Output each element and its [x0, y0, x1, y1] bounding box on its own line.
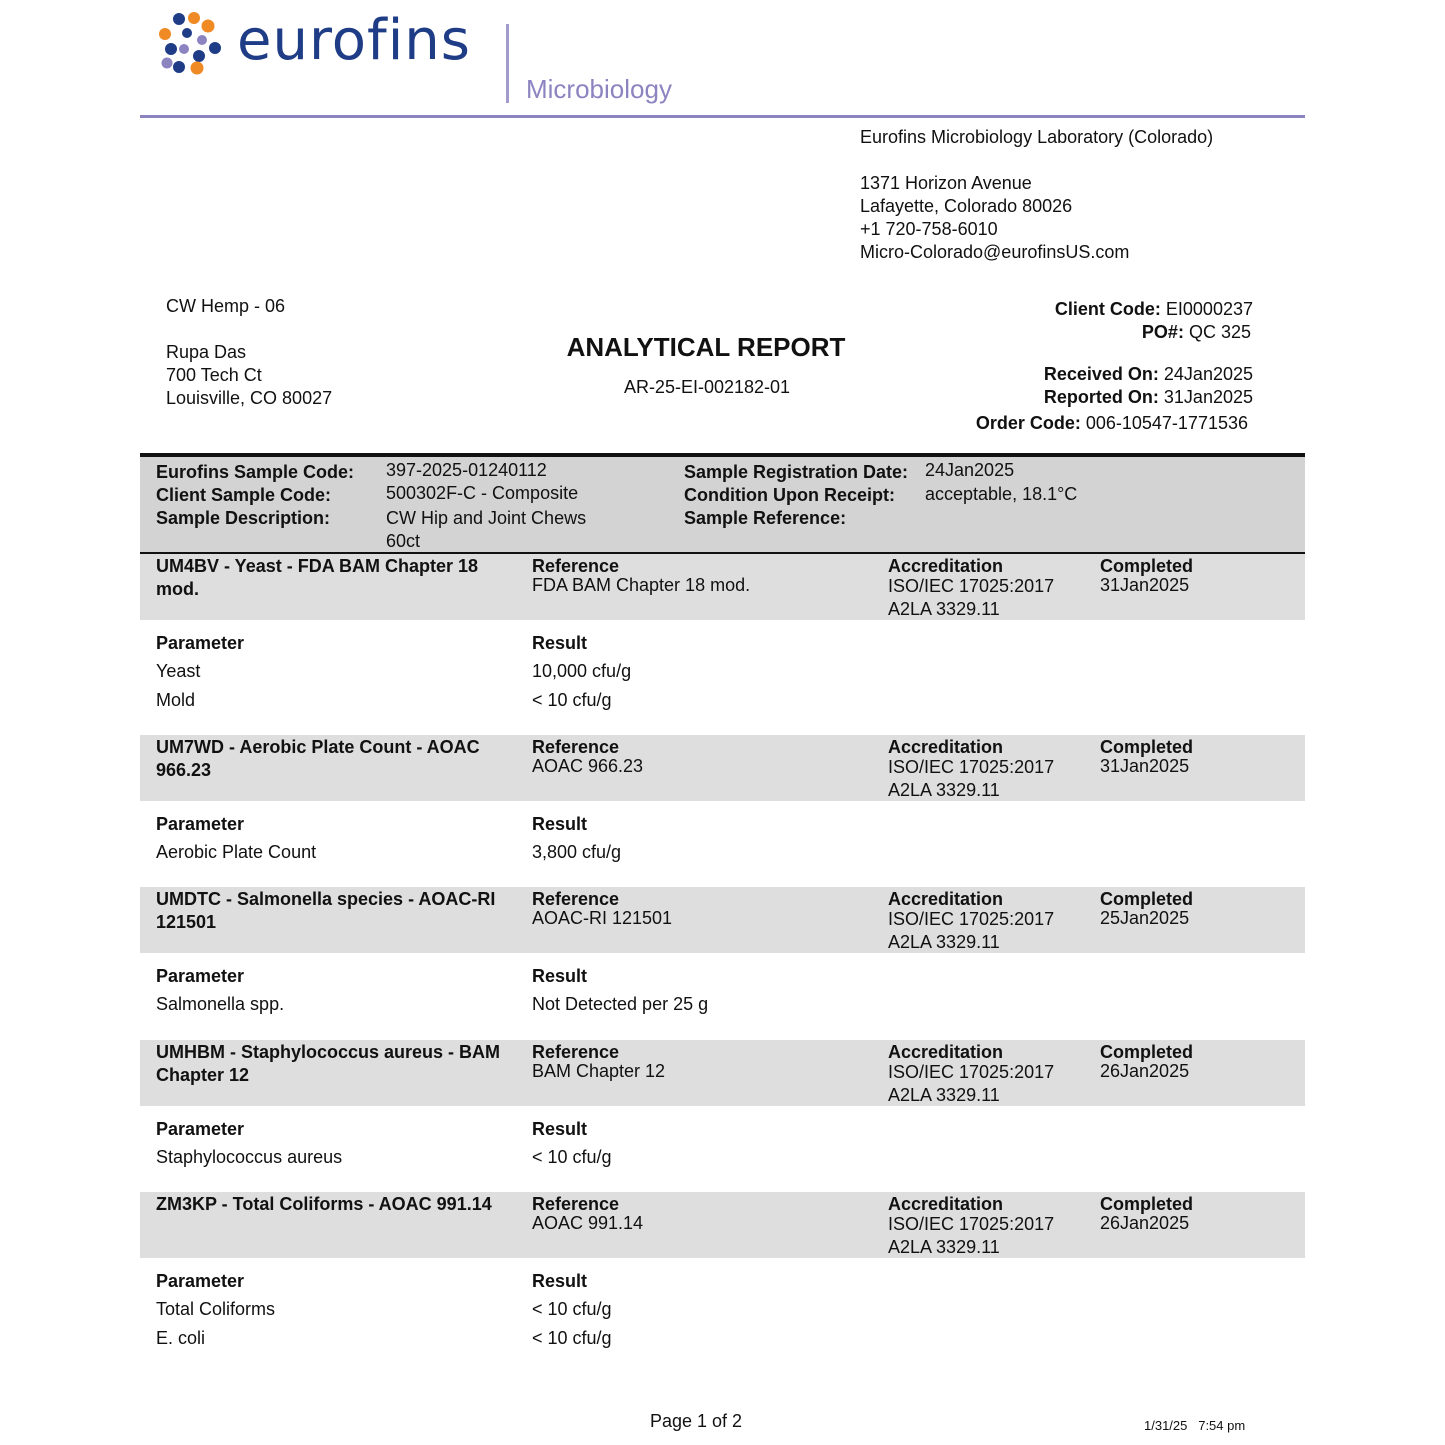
completed-label: Completed: [1100, 889, 1194, 909]
accreditation-label: Accreditation: [888, 556, 1004, 576]
test-title-cont: Chapter 12: [156, 1065, 250, 1085]
parameter-header: Parameter: [156, 814, 245, 834]
accreditation-standard: ISO/IEC 17025:2017: [888, 1062, 1055, 1082]
client-sample-name: CW Hemp - 06: [166, 296, 286, 316]
order-code: 006-10547-1771536: [1085, 413, 1248, 433]
accreditation-standard: ISO/IEC 17025:2017: [888, 909, 1055, 929]
codes-block: [1044, 298, 1253, 409]
accreditation-number: A2LA 3329.11: [888, 599, 1000, 619]
sample-description: CW Hip and Joint Chews: [386, 508, 587, 528]
logo-dots-icon: [157, 12, 223, 75]
accreditation-number: A2LA 3329.11: [888, 1237, 1000, 1257]
lab-street: 1371 Horizon Avenue: [860, 173, 1032, 193]
print-timestamp: 1/31/25 7:54 pm: [1144, 1418, 1246, 1433]
lab-phone: +1 720-758-6010: [860, 219, 998, 239]
header-rule: [140, 115, 1305, 118]
accreditation-label: Accreditation: [888, 1042, 1004, 1062]
parameter-header: Parameter: [156, 633, 245, 653]
accreditation-standard: ISO/IEC 17025:2017: [888, 1214, 1055, 1234]
parameter-name: Total Coliforms: [156, 1299, 276, 1319]
registration-date: 24Jan2025: [925, 460, 1015, 480]
result-value: Not Detected per 25 g: [532, 994, 709, 1014]
client-street: 700 Tech Ct: [166, 365, 262, 385]
completed-label: Completed: [1100, 556, 1194, 576]
sample-description-label: Sample Description:: [156, 508, 331, 528]
eurofins-logo: [157, 8, 479, 75]
completed-label: Completed: [1100, 737, 1194, 757]
received-row: Received On: 24Jan2025: [1043, 364, 1253, 384]
client-sample-code: 500302F-C - Composite: [386, 483, 579, 503]
sample-labels-left: [156, 461, 354, 530]
lab-email: Micro-Colorado@eurofinsUS.com: [860, 242, 1130, 262]
result-header: Result: [532, 1119, 588, 1139]
result-value: < 10 cfu/g: [532, 1299, 612, 1319]
received-date: 24Jan2025: [1163, 364, 1253, 384]
result-header: Result: [532, 1271, 588, 1291]
parameter-header: Parameter: [156, 1271, 245, 1291]
parameter-name: E. coli: [156, 1328, 206, 1348]
eurofins-sample-code: 397-2025-01240112: [386, 460, 547, 480]
sample-values-left: [386, 459, 586, 553]
parameter-header: Parameter: [156, 1119, 245, 1139]
reference-label: Reference: [532, 889, 620, 909]
accreditation-standard: ISO/IEC 17025:2017: [888, 576, 1055, 596]
reference-label: Reference: [532, 1194, 620, 1214]
sample-labels-right: [684, 461, 908, 530]
client-contact: Rupa Das: [166, 342, 247, 362]
result-value: < 10 cfu/g: [532, 1328, 612, 1348]
lab-city: Lafayette, Colorado 80026: [860, 196, 1073, 216]
logo-divider: [506, 24, 509, 103]
completed-date: 31Jan2025: [1100, 575, 1190, 595]
client-code: EI0000237: [1165, 299, 1253, 319]
logo-wordmark: eurofins: [237, 8, 471, 73]
result-value: < 10 cfu/g: [532, 690, 612, 710]
client-city: Louisville, CO 80027: [166, 388, 333, 408]
reference-label: Reference: [532, 737, 620, 757]
accreditation-number: A2LA 3329.11: [888, 1085, 1000, 1105]
test-title: UM7WD - Aerobic Plate Count - AOAC: [156, 737, 480, 757]
test-title: UMDTC - Salmonella species - AOAC-RI: [156, 889, 496, 909]
reported-date: 31Jan2025: [1163, 387, 1253, 407]
registration-date-label: Sample Registration Date:: [684, 462, 909, 482]
result-value: < 10 cfu/g: [532, 1147, 612, 1167]
result-header: Result: [532, 966, 588, 986]
client-sample-code-label: Client Sample Code:: [156, 485, 332, 505]
result-header: Result: [532, 814, 588, 834]
completed-date: 25Jan2025: [1100, 908, 1190, 928]
accreditation-number: A2LA 3329.11: [888, 780, 1000, 800]
lab-address: [860, 126, 1213, 264]
reference-label: Reference: [532, 1042, 620, 1062]
client-address: [166, 295, 332, 410]
sample-description-cont: 60ct: [386, 531, 421, 551]
sample-reference-label: Sample Reference:: [684, 508, 847, 528]
completed-label: Completed: [1100, 1042, 1194, 1062]
result-value: 10,000 cfu/g: [532, 661, 632, 681]
accreditation-label: Accreditation: [888, 1194, 1004, 1214]
client-code-row: Client Code: EI0000237: [1054, 299, 1253, 319]
accreditation-standard: ISO/IEC 17025:2017: [888, 757, 1055, 777]
po-number: QC 325: [1188, 322, 1251, 342]
page-number: Page 1 of 2: [649, 1411, 743, 1431]
condition-label: Condition Upon Receipt:: [684, 485, 895, 505]
completed-date: 31Jan2025: [1100, 756, 1190, 776]
report-number: AR-25-EI-002182-01: [623, 377, 791, 397]
test-title-cont: mod.: [156, 579, 199, 599]
order-row: Order Code: 006-10547-1771536: [975, 413, 1248, 433]
parameter-name: Mold: [156, 690, 196, 710]
reported-row: Reported On: 31Jan2025: [1043, 387, 1253, 407]
test-title: ZM3KP - Total Coliforms - AOAC 991.14: [156, 1194, 492, 1214]
lab-name: Eurofins Microbiology Laboratory (Colorado): [860, 127, 1214, 147]
test-reference: AOAC 966.23: [532, 756, 644, 776]
reference-label: Reference: [532, 556, 620, 576]
result-value: 3,800 cfu/g: [532, 842, 622, 862]
completed-date: 26Jan2025: [1100, 1061, 1190, 1081]
parameter-header: Parameter: [156, 966, 245, 986]
condition-value: acceptable, 18.1°C: [925, 484, 1078, 504]
accreditation-number: A2LA 3329.11: [888, 932, 1000, 952]
test-title: UMHBM - Staphylococcus aureus - BAM: [156, 1042, 501, 1062]
eurofins-sample-code-label: Eurofins Sample Code:: [156, 462, 355, 482]
sample-values-right: [925, 459, 1077, 506]
parameter-name: Staphylococcus aureus: [156, 1147, 343, 1167]
accreditation-label: Accreditation: [888, 737, 1004, 757]
completed-label: Completed: [1100, 1194, 1194, 1214]
parameter-name: Yeast: [156, 661, 201, 681]
parameter-name: Aerobic Plate Count: [156, 842, 317, 862]
report-title: ANALYTICAL REPORT: [566, 332, 846, 362]
division-label: Microbiology: [526, 74, 672, 104]
parameter-name: Salmonella spp.: [156, 994, 285, 1014]
test-reference: AOAC 991.14: [532, 1213, 644, 1233]
accreditation-label: Accreditation: [888, 889, 1004, 909]
test-title-cont: 966.23: [156, 760, 212, 780]
test-title: UM4BV - Yeast - FDA BAM Chapter 18: [156, 556, 479, 576]
completed-date: 26Jan2025: [1100, 1213, 1190, 1233]
test-reference: AOAC-RI 121501: [532, 908, 673, 928]
test-reference: BAM Chapter 12: [532, 1061, 666, 1081]
po-row: PO#: QC 325: [1141, 322, 1251, 342]
test-reference: FDA BAM Chapter 18 mod.: [532, 575, 751, 595]
test-title-cont: 121501: [156, 912, 217, 932]
result-header: Result: [532, 633, 588, 653]
